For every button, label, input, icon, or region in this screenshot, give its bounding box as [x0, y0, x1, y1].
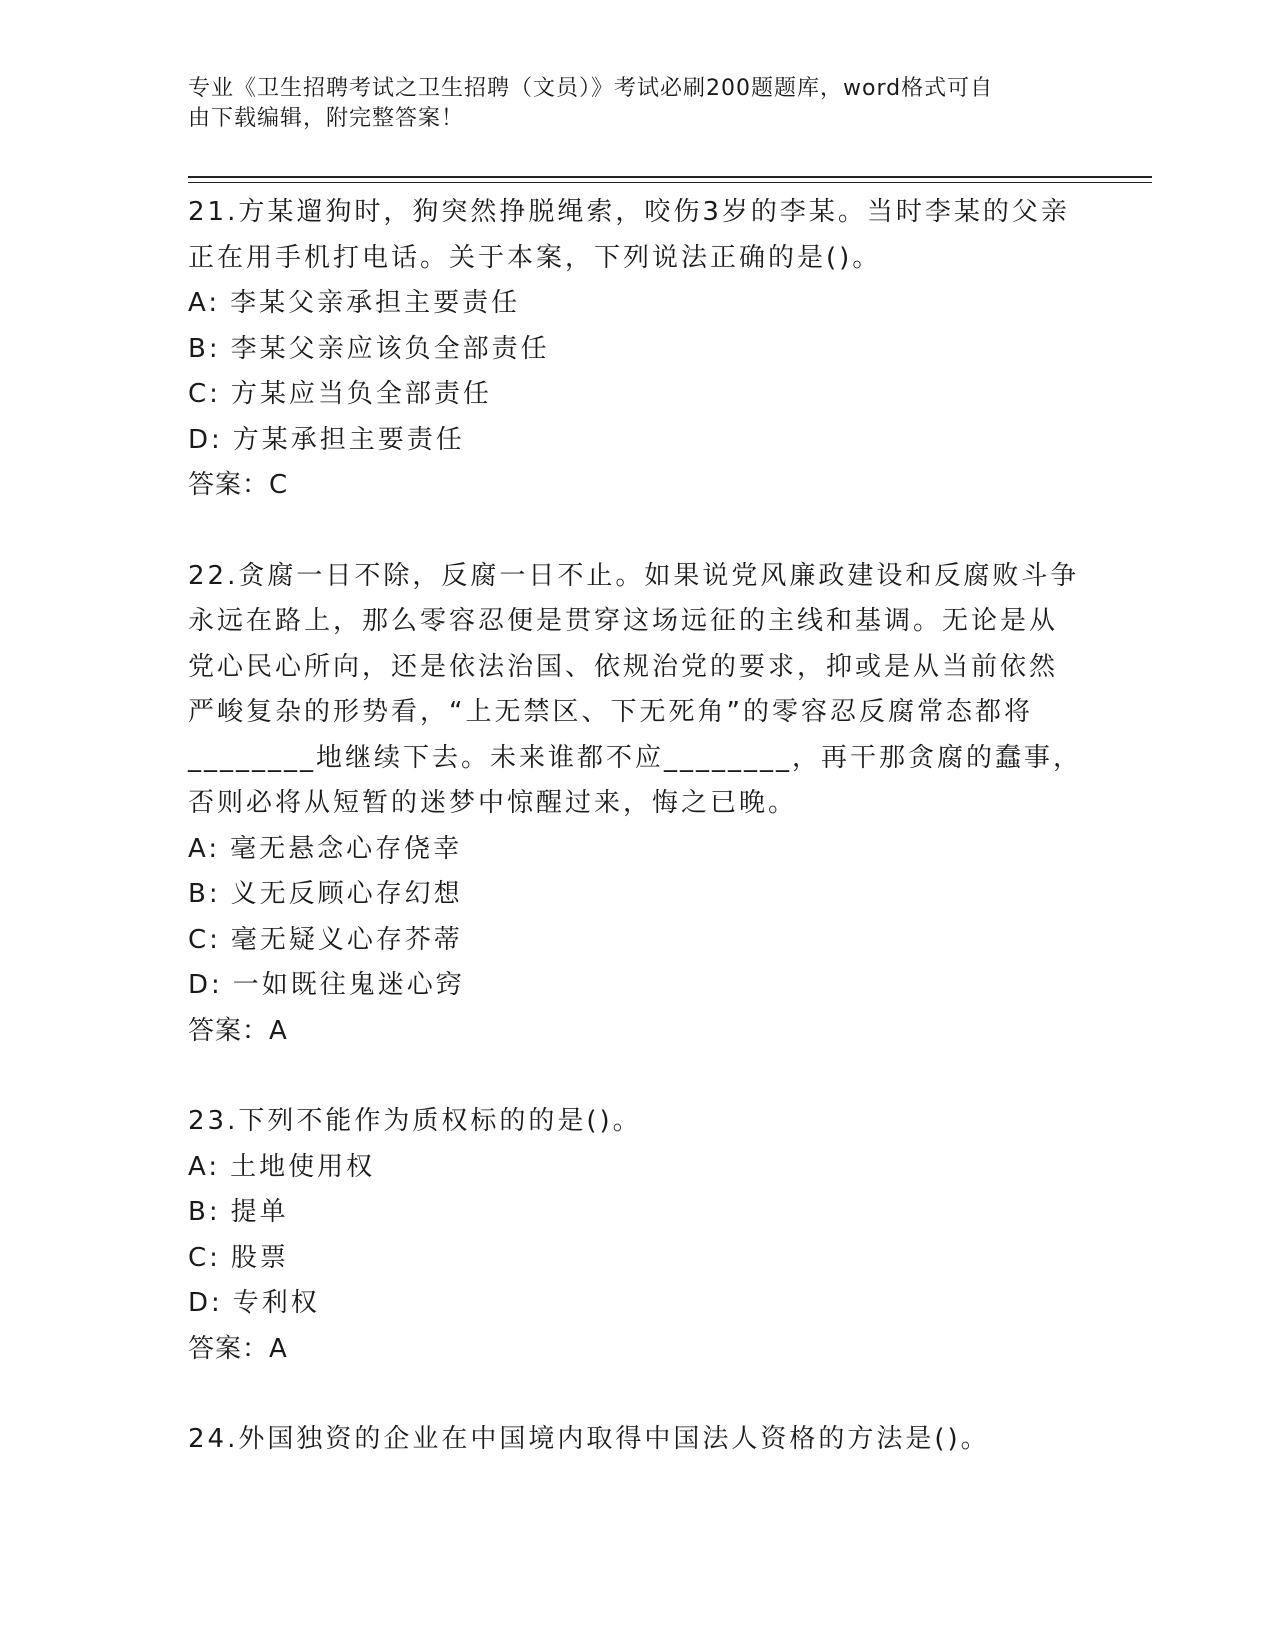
question-stem-line: 严峻复杂的形势看，“上无禁区、下无死角”的零容忍反腐常态都将 — [188, 697, 1033, 727]
question-stem-line: 24.外国独资的企业在中国境内取得中国法人资格的方法是()。 — [188, 1424, 990, 1454]
question-stem-line: 否则必将从短暂的迷梦中惊醒过来，悔之已晚。 — [188, 788, 798, 818]
option-a — [188, 1145, 1088, 1191]
question-21 — [188, 190, 1088, 509]
option-text: 义无反顾心存幻想 — [230, 879, 463, 909]
option-text: 提单 — [230, 1197, 289, 1227]
option-letter: C: — [188, 379, 221, 409]
question-spacer — [188, 1372, 1088, 1417]
option-d — [188, 963, 1088, 1009]
question-23 — [188, 1099, 1088, 1372]
option-letter: C: — [188, 924, 221, 955]
question-stem-line: 正在用手机打电话。关于本案，下列说法正确的是()。 — [188, 242, 882, 273]
option-letter: B: — [188, 1197, 221, 1227]
option-b — [188, 327, 1088, 373]
option-letter: A: — [188, 288, 221, 318]
question-spacer — [188, 509, 1088, 554]
option-letter: A: — [188, 1151, 221, 1182]
option-text: 方某承担主要责任 — [232, 424, 465, 455]
option-c — [188, 1236, 1088, 1282]
option-text: 李某父亲应该负全部责任 — [230, 333, 550, 364]
option-letter: D: — [188, 970, 223, 1000]
question-stem-line: 22.贪腐一日不除，反腐一日不止。如果说党风廉政建设和反腐败斗争 — [188, 560, 1080, 591]
answer-line: 答案：C — [188, 470, 289, 500]
option-text: 专利权 — [232, 1288, 320, 1318]
option-letter: B: — [188, 333, 221, 364]
option-b — [188, 1190, 1088, 1236]
option-c — [188, 372, 1088, 418]
question-spacer — [188, 1054, 1088, 1099]
option-letter: D: — [188, 1288, 223, 1318]
question-list — [188, 190, 1088, 1463]
answer-line: 答案：A — [188, 1333, 288, 1364]
option-d — [188, 418, 1088, 464]
option-text: 方某应当负全部责任 — [230, 379, 492, 409]
option-letter: B: — [188, 879, 221, 909]
question-stem-line: 永远在路上，那么零容忍便是贯穿这场远征的主线和基调。无论是从 — [188, 606, 1059, 636]
option-letter: D: — [188, 424, 223, 455]
option-b — [188, 872, 1088, 918]
question-22 — [188, 554, 1088, 1055]
option-text: 毫无悬念心存侥幸 — [230, 833, 463, 864]
question-stem-line: ________地继续下去。未来谁都不应________，再干那贪腐的蠢事， — [188, 742, 1083, 773]
option-text: 毫无疑义心存芥蒂 — [230, 924, 463, 955]
option-d — [188, 1281, 1088, 1327]
header-line-1: 专业《卫生招聘考试之卫生招聘（文员）》考试必刷200题题库，word格式可自 — [188, 76, 994, 101]
option-text: 李某父亲承担主要责任 — [230, 288, 521, 318]
question-24 — [188, 1417, 1088, 1463]
option-text: 土地使用权 — [230, 1151, 376, 1182]
answer-line: 答案：A — [188, 1015, 288, 1046]
option-c — [188, 918, 1088, 964]
question-stem-line: 23.下列不能作为质权标的的是()。 — [188, 1106, 642, 1136]
option-letter: A: — [188, 833, 221, 864]
option-text: 一如既往鬼迷心窍 — [232, 970, 465, 1000]
question-stem-line: 党心民心所向，还是依法治国、依规治党的要求，抑或是从当前依然 — [188, 651, 1059, 682]
document-header — [188, 74, 1068, 134]
header-divider-thin — [188, 182, 1152, 183]
option-text: 股票 — [230, 1242, 289, 1273]
option-letter: C: — [188, 1242, 221, 1273]
header-divider-thick — [188, 176, 1152, 178]
question-stem-line: 21.方某遛狗时，狗突然挣脱绳索，咬伤3岁的李某。当时李某的父亲 — [188, 197, 1070, 227]
option-a — [188, 827, 1088, 873]
header-line-2: 由下载编辑，附完整答案！ — [188, 106, 465, 131]
option-a — [188, 281, 1088, 327]
